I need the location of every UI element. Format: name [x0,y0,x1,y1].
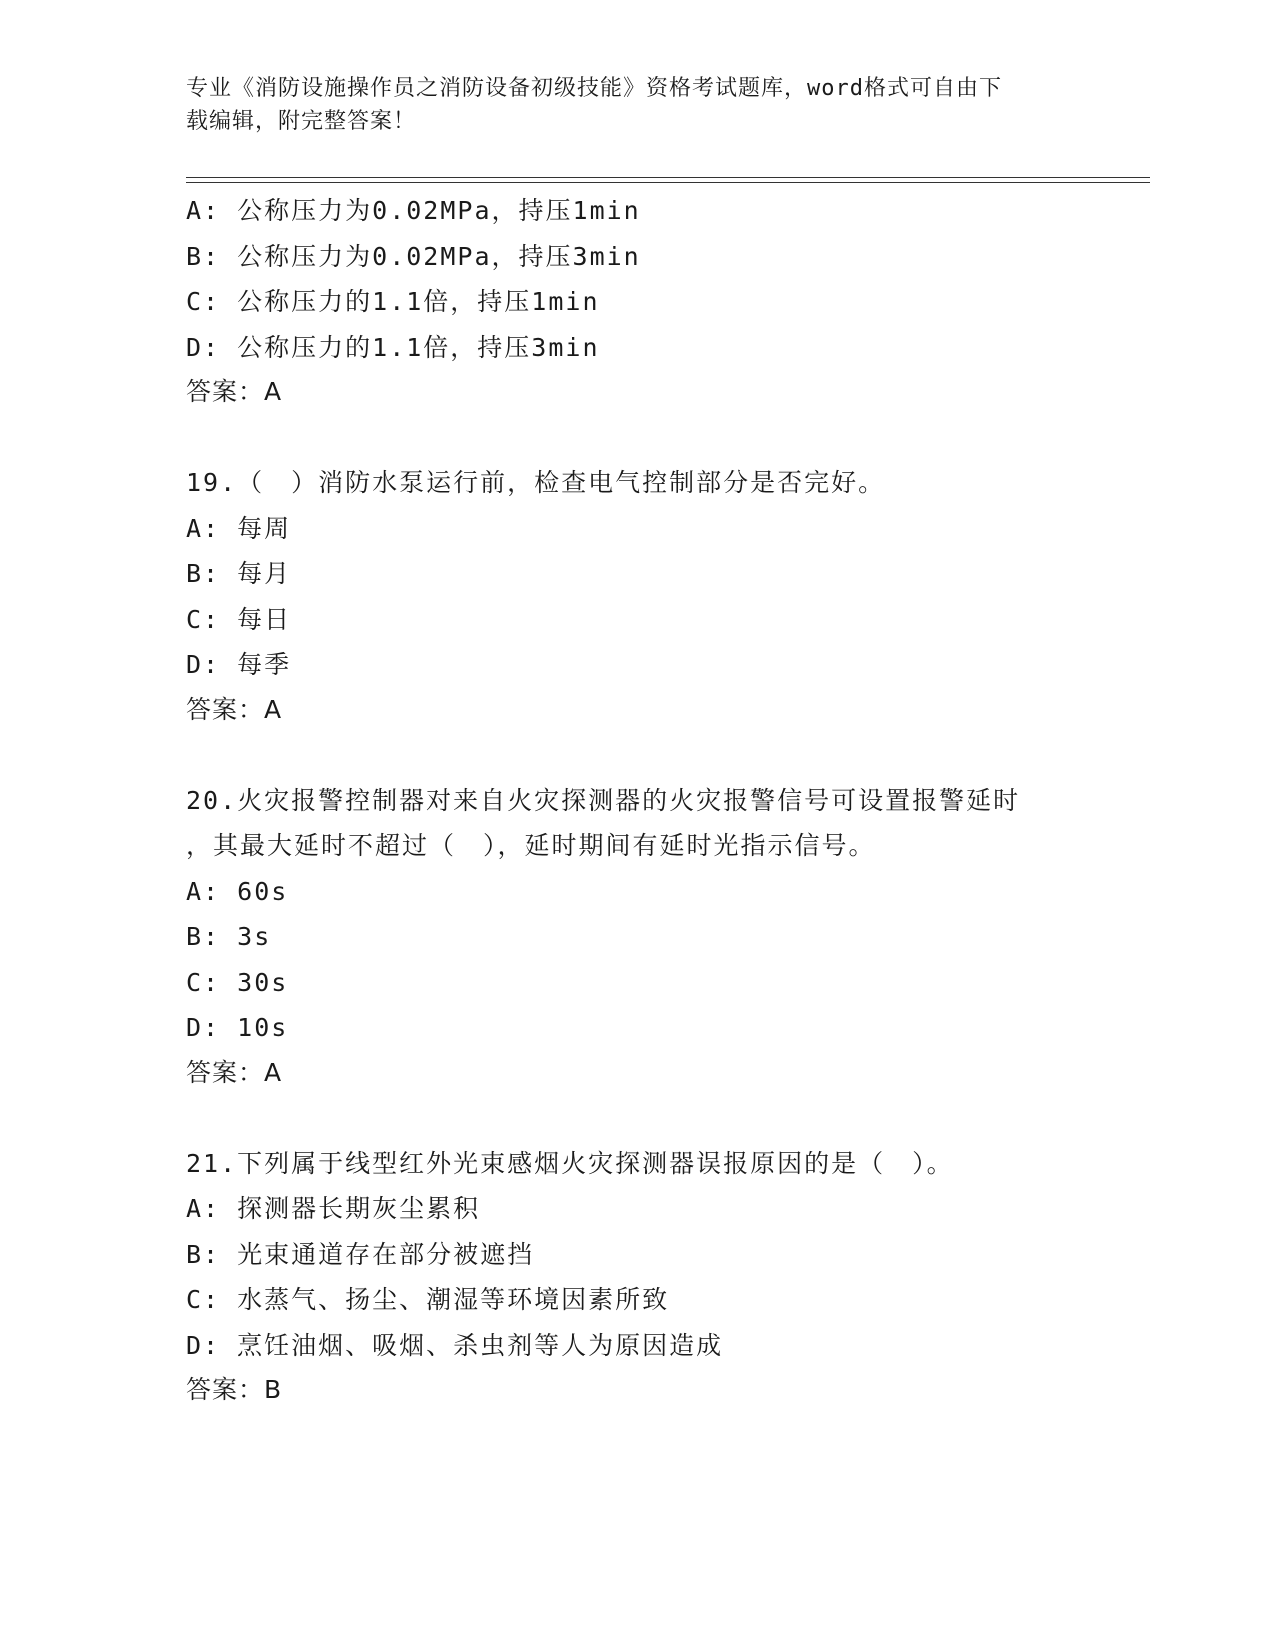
option-d: D: 10s [186,1013,289,1042]
answer: 答案：A [186,377,283,406]
header-divider-bottom [186,182,1150,183]
question-19 [186,460,1086,732]
question-stem-line-1: 20.火灾报警控制器对来自火灾探测器的火灾报警信号可设置报警延时 [186,785,1021,815]
option-b: B: 公称压力为0.02MPa，持压3min [186,241,641,271]
question-list [186,188,1086,1412]
option-d: D: 烹饪油烟、吸烟、杀虫剂等人为原因造成 [186,1330,724,1360]
question-stem: 19.（ ）消防水泵运行前，检查电气控制部分是否完好。 [186,468,886,497]
option-d: D: 公称压力的1.1倍，持压3min [186,332,600,362]
question-stem: 21.下列属于线型红外光束感烟火灾探测器误报原因的是（ ）。 [186,1148,954,1178]
option-c: C: 公称压力的1.1倍，持压1min [186,287,600,316]
option-a: A: 60s [186,876,289,906]
option-a: A: 探测器长期灰尘累积 [186,1194,481,1223]
header-line-1: 专业《消防设施操作员之消防设备初级技能》资格考试题库，word格式可自由下 [186,76,1002,101]
option-a: A: 每周 [186,513,292,543]
answer: 答案：A [186,694,283,724]
option-c: C: 水蒸气、扬尘、潮湿等环境因素所致 [186,1285,670,1314]
option-c: C: 每日 [186,604,292,634]
answer: 答案：B [186,1375,283,1404]
spacer [186,732,1086,778]
answer: 答案：A [186,1057,283,1087]
header-divider-top [186,177,1150,178]
document-header [186,72,1066,138]
header-line-2: 载编辑，附完整答案！ [186,109,417,134]
question-18 [186,188,1086,414]
spacer [186,414,1086,460]
spacer [186,1095,1086,1141]
option-b: B: 3s [186,922,272,951]
option-b: B: 光束通道存在部分被遮挡 [186,1239,535,1269]
option-a: A: 公称压力为0.02MPa，持压1min [186,196,641,225]
question-stem-line-2: ，其最大延时不超过（ ），延时期间有延时光指示信号。 [186,831,876,860]
option-c: C: 30s [186,967,289,997]
question-20 [186,778,1086,1095]
question-21 [186,1141,1086,1413]
option-d: D: 每季 [186,650,292,679]
option-b: B: 每月 [186,559,292,588]
